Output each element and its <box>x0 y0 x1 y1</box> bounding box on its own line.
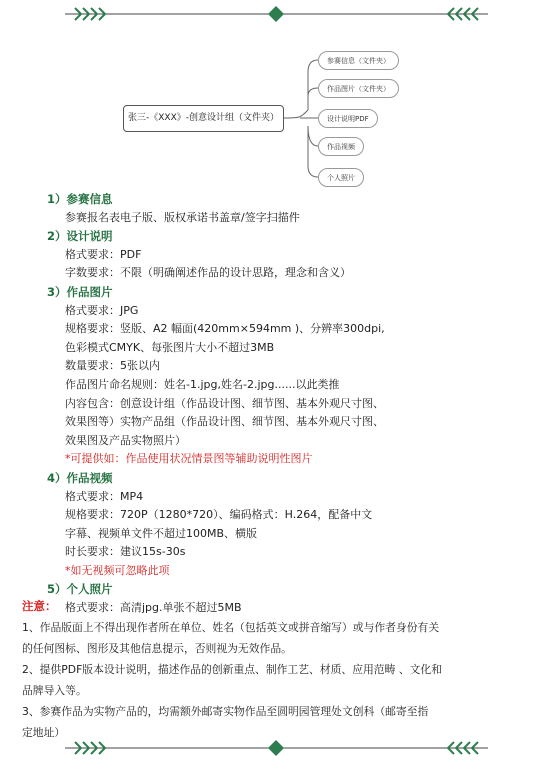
notes-line: 1、作品版面上不得出现作者所在单位、姓名（包括英文或拼音缩写）或与作者身份有关 <box>22 621 440 634</box>
section-line: 效果图及产品实物照片） <box>65 433 186 447</box>
section-line: 作品图片命名规则：姓名-1.jpg,姓名-2.jpg......以此类推 <box>65 377 340 391</box>
section-title: 1）参赛信息 <box>47 192 113 206</box>
notes-line: 的任何图标、图形及其他信息提示，否则视为无效作品。 <box>22 642 292 655</box>
notes-title: 注意： <box>22 599 57 613</box>
tree-node-design-pdf: 设计说明PDF <box>318 109 378 128</box>
section-line: 效果图等）实物产品组（作品设计图、细节图、基本外观尺寸图、 <box>65 415 384 429</box>
section-line: 内容包含：创意设计组（作品设计图、细节图、基本外观尺寸图、 <box>65 396 384 410</box>
section-note: *如无视频可忽略此项 <box>65 563 170 577</box>
tree-node-work-images: 作品图片（文件夹） <box>318 79 399 98</box>
tree-node-personal-photo: 个人照片 <box>318 168 364 187</box>
section-line: 数量要求：5张以内 <box>65 359 160 373</box>
notes-line: 2、提供PDF版本设计说明，描述作品的创新重点、制作工艺、材质、应用范畴 、文化和 <box>22 663 443 676</box>
section-line: 字幕、视频单文件不超过100MB、横版 <box>65 526 258 540</box>
tree-node-entry-info: 参赛信息（文件夹） <box>318 51 399 70</box>
section-line: 时长要求：建议15s-30s <box>65 545 186 559</box>
folder-tree <box>0 40 553 190</box>
tree-node-work-video: 作品视频 <box>318 137 364 156</box>
bottom-ornament <box>0 734 553 764</box>
section-line: 规格要求：720P（1280*720）、编码格式：H.264，配备中文 <box>65 508 373 522</box>
notes-line: 3、参赛作品为实物产品的，均需额外邮寄实物作品至圆明园管理处文创科（邮寄至指 <box>22 705 429 718</box>
section-title: 4）作品视频 <box>47 470 113 485</box>
section-line: 格式要求：JPG <box>65 303 139 317</box>
section-line: 字数要求：不限（明确阐述作品的设计思路，理念和含义） <box>65 266 351 280</box>
section-line: 参赛报名表电子版、版权承诺书盖章/签字扫描件 <box>65 210 300 224</box>
root-folder: 张三-《XXX》-创意设计组（文件夹） <box>123 105 284 132</box>
section-line: 格式要求：MP4 <box>65 489 144 503</box>
section-line: 格式要求：高清jpg.单张不超过5MB <box>65 601 242 615</box>
section-title: 3）作品图片 <box>47 284 113 299</box>
requirements-list <box>47 190 527 618</box>
notes-line: 品牌导入等。 <box>22 684 87 697</box>
section-line: 色彩模式CMYK、每张图片大小不超过3MB <box>65 340 275 354</box>
section-note: *可提供如：作品使用状况情景图等辅助说明性图片 <box>65 452 313 466</box>
section-line: 格式要求：PDF <box>65 247 142 261</box>
top-ornament <box>0 0 553 30</box>
section-title: 2）设计说明 <box>47 229 113 244</box>
section-title: 5）个人照片 <box>47 582 113 597</box>
section-line: 规格要求：竖版、A2 幅面(420mm×594mm )、分辨率300dpi, <box>65 322 385 336</box>
notes-block <box>22 596 532 743</box>
notes-line: 定地址） <box>22 726 66 739</box>
